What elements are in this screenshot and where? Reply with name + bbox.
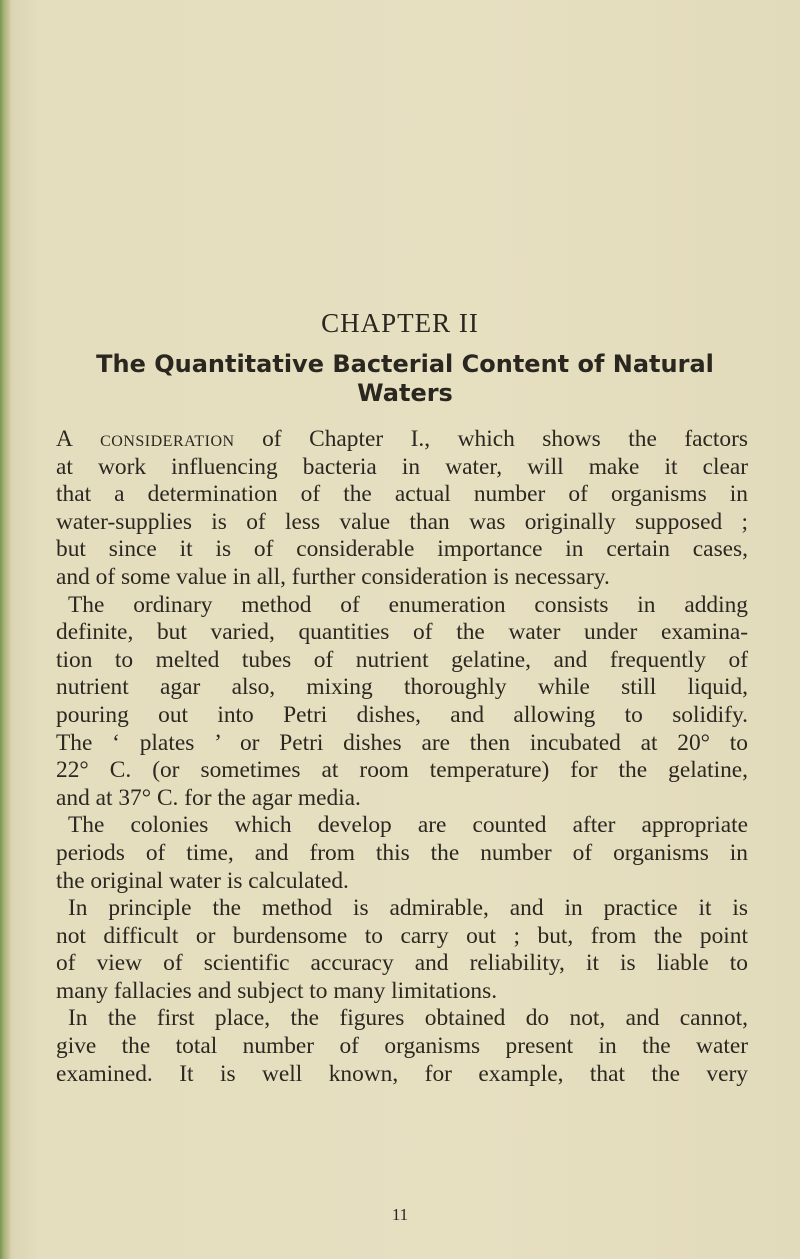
text-line-3: water-supplies is of less value than was originally supposed ; [56, 508, 748, 535]
text-line-0: A consideration of Chapter I., which shows the factors [56, 426, 749, 452]
text-line-17: In principle the method is admirable, and in practice it is [68, 895, 748, 922]
page-number: 11 [391, 1205, 409, 1224]
text-line-21: In the first place, the figures obtained do not, and cannot, [68, 1005, 748, 1032]
text-line-4: but since it is of considerable importance in certain cases, [56, 536, 748, 563]
text-line-23: examined. It is well known, for example, that the very [56, 1060, 748, 1087]
text-line-14: The colonies which develop are counted after appropriate [68, 812, 748, 839]
text-line-9: nutrient agar also, mixing thoroughly while still liquid, [56, 674, 748, 701]
text-line-12: 22° C. (or sometimes at room temperature) for the gelatine, [56, 757, 748, 784]
text-line-11: The ‘ plates ’ or Petri dishes are then incubated at 20° to [56, 729, 748, 756]
text-line-10: pouring out into Petri dishes, and allowing to solidify. [56, 701, 748, 728]
text-line-2: that a determination of the actual number of organisms in [56, 481, 748, 508]
text-line-20: many fallacies and subject to many limitations. [56, 977, 498, 1004]
text-line-8: tion to melted tubes of nutrient gelatine, and frequently of [56, 646, 748, 673]
opening-small-caps: A consideration [56, 426, 235, 452]
text-line-22: give the total number of organisms present in the water [56, 1033, 748, 1060]
text-line-7: definite, but varied, quantities of the water under examina- [56, 619, 748, 646]
body-text [56, 426, 748, 1088]
text-line-19: of view of scientific accuracy and reliability, it is liable to [56, 950, 748, 977]
text-line-5: and of some value in all, further consideration is necessary. [56, 563, 610, 590]
text-line-6: The ordinary method of enumeration consists in adding [68, 591, 748, 618]
text-line-13: and at 37° C. for the agar media. [56, 784, 361, 811]
text-line-1: at work influencing bacteria in water, will make it clear [56, 453, 748, 480]
text-line-18: not difficult or burdensome to carry out ; but, from the point [56, 922, 748, 949]
text-line-16: the original water is calculated. [56, 867, 349, 894]
text-line-15: periods of time, and from this the number of organisms in [56, 839, 748, 866]
chapter-title: The Quantitative Bacterial Content of Natural Waters [96, 350, 714, 407]
page-edge [0, 0, 10, 1259]
chapter-heading: CHAPTER II [321, 308, 479, 338]
